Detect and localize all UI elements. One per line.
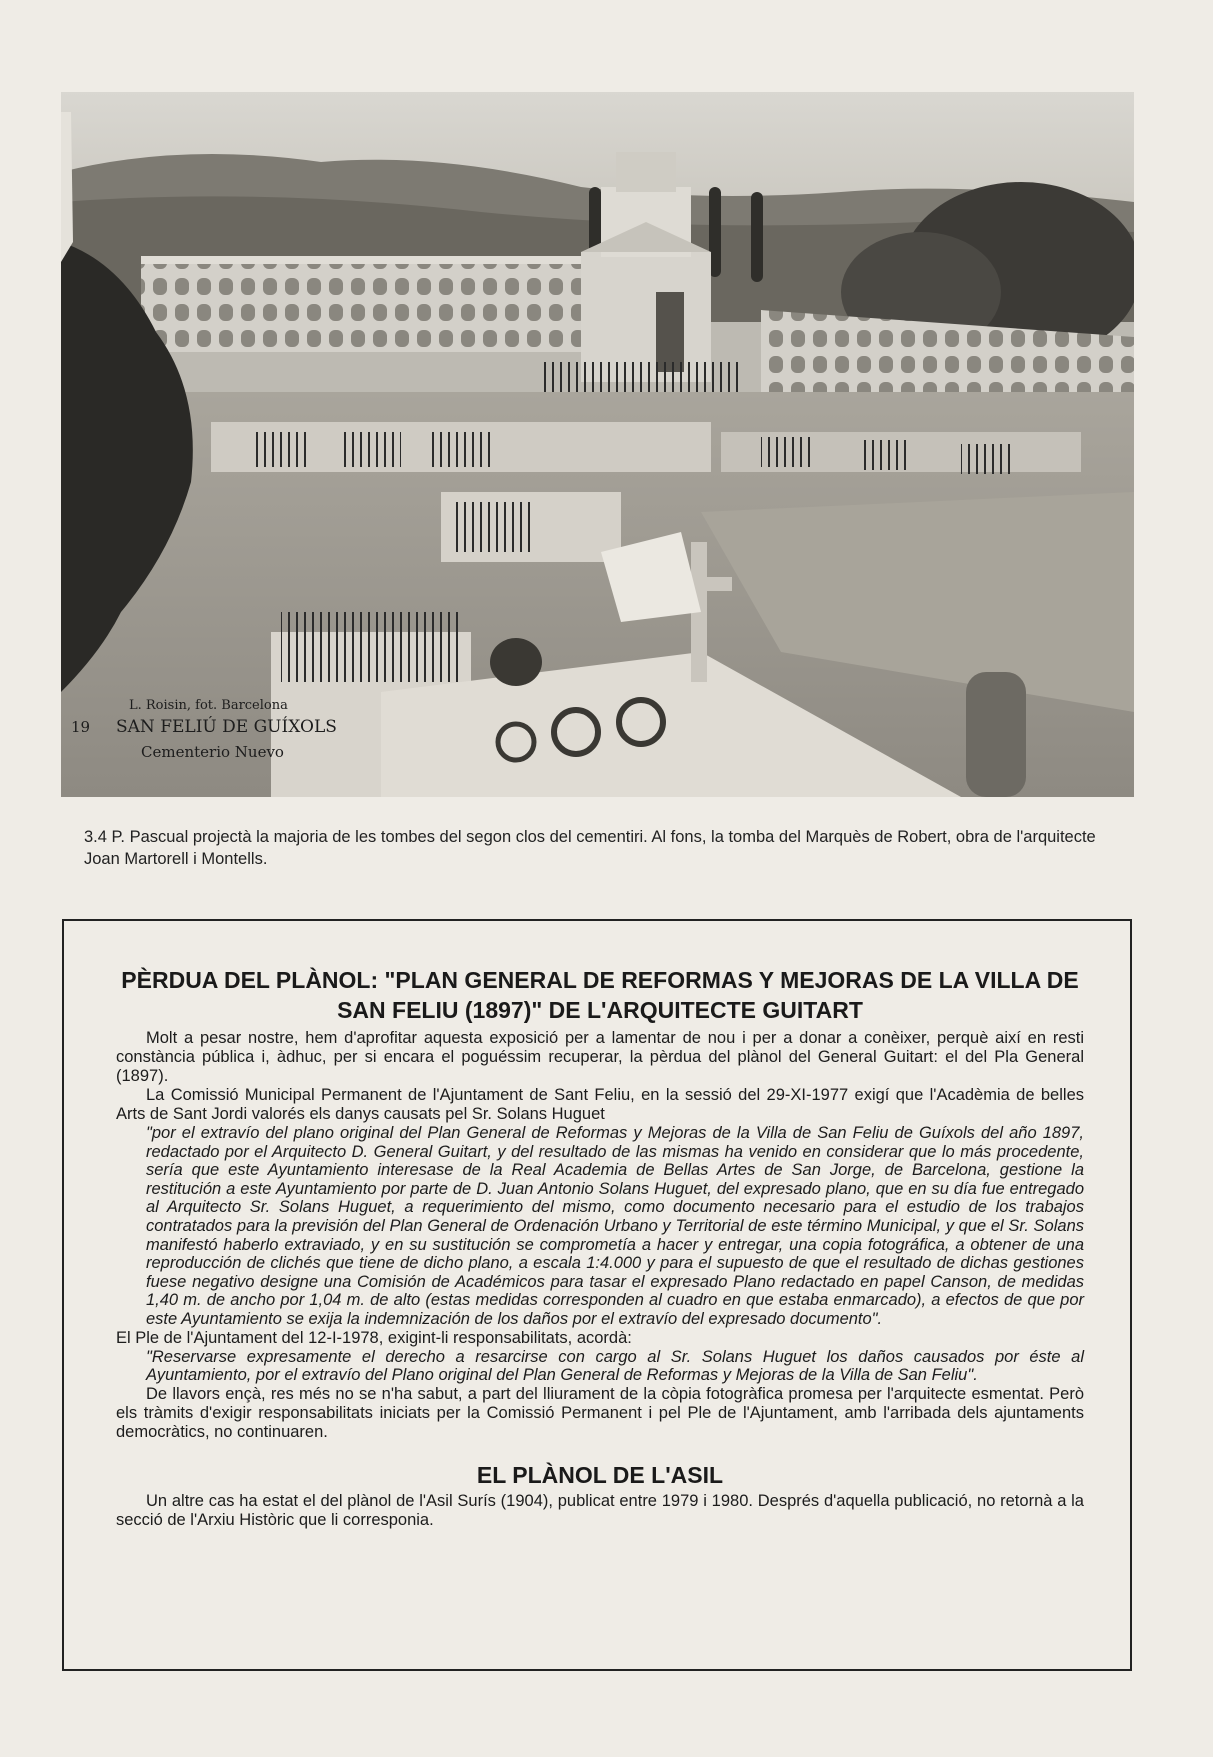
photo-number: 19 [71,718,91,736]
cemetery-scene [61,92,1134,797]
paragraph: De llavors ençà, res més no se n'ha sabut, a part del lliurament de la còpia fotogràfica promesa per l'arquitecte esmentat. Però els tràmits d'exigir responsabilitats iniciats per la Comissió Permanent i pel Ple de l'Ajuntament, amb l'arribada dels ajuntaments democràtics, no continuaren. [116,1384,1084,1441]
photo-caption: 3.4 P. Pascual projectà la majoria de les tombes del segon clos del cementiri. Al fons, la tomba del Marquès de Robert, obra de l'arquitecte Joan Martorell i Montells. [84,828,1096,868]
paragraph: El Ple de l'Ajuntament del 12-I-1978, exigint-li responsabilitats, acordà: [116,1328,632,1347]
cemetery-photograph [61,92,1134,797]
quote-block: "Reservarse expresamente el derecho a resarcirse con cargo al Sr. Solans Huguet los daños causados por éste al Ayuntamiento, por el extravío del Plano original del Plan General de Reformas y Mejoras de la Villa de San Feliu". [146,1347,1084,1385]
box-title: PÈRDUA DEL PLÀNOL: "PLAN GENERAL DE REFORMAS Y MEJORAS DE LA VILLA DE SAN FELIU (1897)" DE L'ARQUITECTE GUITART [121,967,1079,1023]
photo-place: SAN FELIÚ DE GUÍXOLS [116,717,337,737]
quote-block: "por el extravío del plano original del Plan General de Reformas y Mejoras de la Villa de San Feliu de Guíxols del año 1897, redactado por el Arquitecto D. General Guitart, y del resultado de las mismas ha venido en considerar que lo más procedente, sería que este Ayuntamiento interesase de la Real Academia de Bellas Artes de San Jorge, de Barcelona, gestione la restitución a este Ayuntamiento por parte de D. Juan Antonio Solans Huguet, del expresado plano, que en su día fue entregado al Arquitecto Sr. Solans Huguet, a requerimiento del mismo, como documento necesario para el estudio de los trabajos contratados para la previsión del Plan General de Ordenación Urbano y Territorial de este término Municipal, y que el Sr. Solans manifestó haberlo extraviado, y en su sustitución se comprometía a hacer y entregar, una copia fotográfica, a obtener de una reproducción de clichés que tiene de dicho plano, a escala 1:4.000 y para el supuesto de que el resultado de dichas gestiones fuese negativo designe una Comisión de Académicos para tasar el expresado Plano redactado en papel Canson, de medidas 1,40 m. de ancho por 1,04 m. de alto (estas medidas corresponden al cuadro en que estaba enmarcado), a efectos de que por este Ayuntamiento se exija la indemnización de los daños por el extravío del expresado documento". [146,1124,1084,1328]
cypress [751,192,763,282]
pillar-left [61,112,73,262]
wall-coping [141,256,651,264]
section-subtitle: EL PLÀNOL DE L'ASIL [476,1461,724,1488]
photo-credit: L. Roisin, fot. Barcelona [129,698,288,713]
paragraph: Un altre cas ha estat el del plànol de l'Asil Surís (1904), publicat entre 1979 i 1980. Després d'aquella publicació, no retornà a la secció de l'Arxiu Històric que li corresponia. [116,1491,1084,1529]
text-box-content [116,965,1084,1530]
paragraph: La Comissió Municipal Permanent de l'Ajuntament de Sant Feliu, en la sessió del 29-XI-1977 exigí que l'Acadèmia de belles Arts de Sant Jordi valorés els danys causats pel Sr. Solans Huguet [116,1086,1084,1123]
niche-wall-left [141,262,651,352]
photo-subject: Cementerio Nuevo [141,743,284,761]
text-box [62,919,1132,1671]
paragraph: Molt a pesar nostre, hem d'aprofitar aquesta exposició per a lamentar de nou i per a donar a conèixer, perquè així en resti constància pública i, àdhuc, per si encara el poguéssim recuperar, la pèrdua del plànol del General Guitart: el del Pla General (1897). [116,1029,1084,1085]
